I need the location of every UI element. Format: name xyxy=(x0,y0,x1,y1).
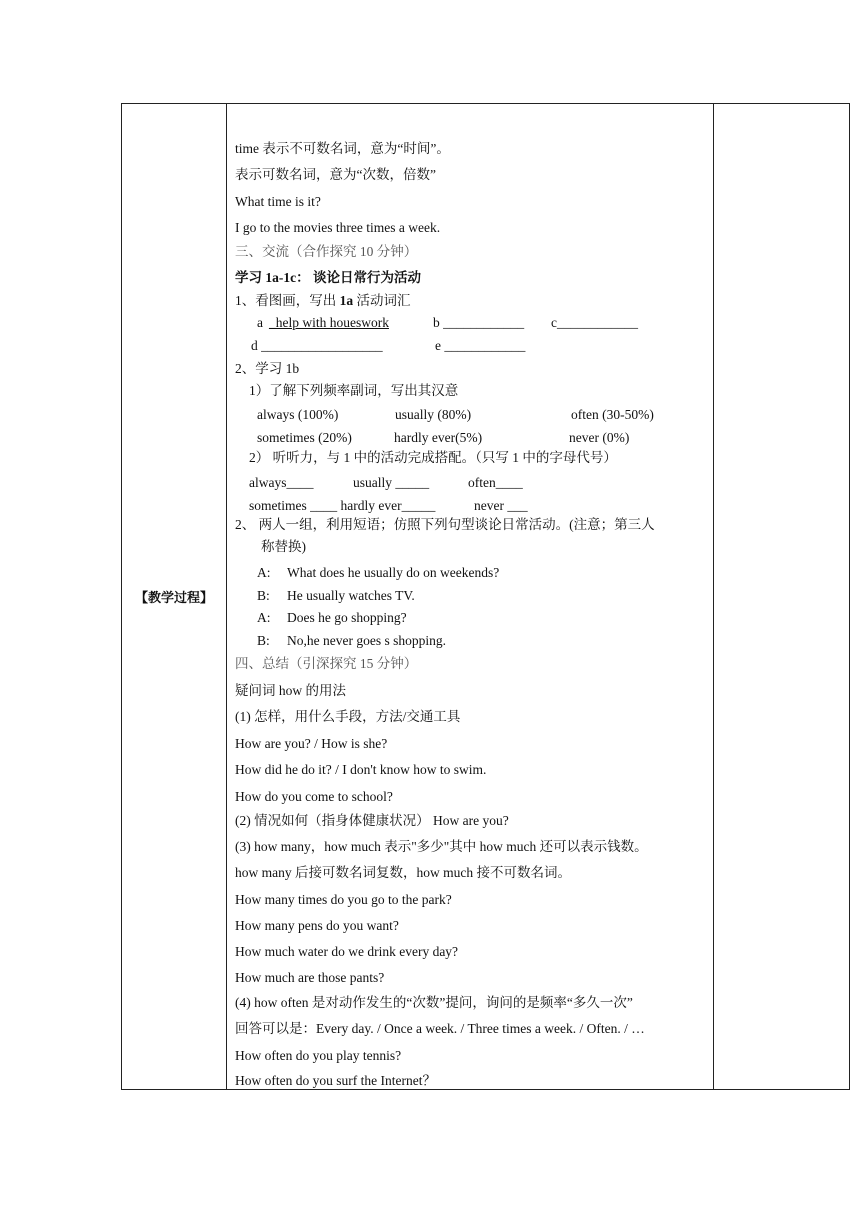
dialogue-line: Does he go shopping? xyxy=(287,610,407,625)
blank-item: always____ xyxy=(249,475,314,490)
text-line: (4) how often 是对动作发生的“次数”提问，询问的是频率“多久一次” xyxy=(235,995,633,1010)
speaker-label: A: xyxy=(257,610,271,625)
text-span: 1a xyxy=(339,293,354,308)
speaker-label: B: xyxy=(257,588,270,603)
text-line: How much are those pants? xyxy=(235,970,385,985)
text-line: 2、学习 1b xyxy=(235,361,300,376)
section-label-cell xyxy=(122,104,227,1090)
adverb-item: usually (80%) xyxy=(395,407,472,422)
content-cell xyxy=(227,104,714,1090)
content-body xyxy=(227,104,713,1091)
text-span: 活动词汇 xyxy=(353,293,411,308)
task-line xyxy=(235,292,411,310)
text-line: (2) 情况如何（指身体健康状况） How are you? xyxy=(235,813,509,828)
blank-e: e ____________ xyxy=(435,338,526,353)
text-line: 1）了解下列频率副词，写出其汉意 xyxy=(249,383,459,398)
notes-cell xyxy=(714,104,850,1090)
text-line: How much water do we drink every day? xyxy=(235,944,459,959)
blank-b: b ____________ xyxy=(433,315,525,330)
speaker-label: A: xyxy=(257,565,271,580)
section-label: 【教学过程】 xyxy=(134,591,213,606)
blank-item: often____ xyxy=(468,475,523,490)
text-line: 疑问词 how 的用法 xyxy=(235,683,346,698)
blank-item: sometimes ____ hardly ever_____ xyxy=(249,498,436,513)
lesson-row xyxy=(122,104,850,1090)
text-span: 1、看图画，写出 xyxy=(235,293,340,308)
blank-item: never ___ xyxy=(474,498,528,513)
text-line: I go to the movies three times a week. xyxy=(235,220,441,235)
dialogue-line: What does he usually do on weekends? xyxy=(287,565,500,580)
text-line: 回答可以是：Every day. / Once a week. / Three times a week. / Often. / … xyxy=(235,1021,645,1036)
text-line: 表示可数名词，意为“次数，倍数” xyxy=(235,167,436,182)
text-line: how many 后接可数名词复数，how much 接不可数名词。 xyxy=(235,865,571,880)
text-line: time 表示不可数名词，意为“时间”。 xyxy=(235,141,450,156)
text-line: What time is it? xyxy=(235,194,321,209)
lesson-table xyxy=(121,103,850,1090)
text-line: 称替换) xyxy=(261,539,306,554)
speaker-label: B: xyxy=(257,633,270,648)
adverb-item: sometimes (20%) xyxy=(257,430,352,445)
section-heading: 四、总结（引深探究 15 分钟） xyxy=(235,656,418,671)
adverb-item: always (100%) xyxy=(257,407,339,422)
text-line: How many times do you go to the park? xyxy=(235,892,452,907)
text-line: How are you? / How is she? xyxy=(235,736,388,751)
text-line: How did he do it? / I don't know how to swim. xyxy=(235,762,487,777)
subsection-heading: 学习 1a-1c： 谈论日常行为活动 xyxy=(235,270,421,285)
text-line: How often do you play tennis? xyxy=(235,1048,402,1063)
blank-c: c____________ xyxy=(551,315,638,330)
text-line: (3) how many，how much 表示"多少"其中 how much 还可以表示钱数。 xyxy=(235,839,648,854)
blank-item: usually _____ xyxy=(353,475,430,490)
text-line: 2、 两人一组，利用短语；仿照下列句型谈论日常活动。(注意；第三人 xyxy=(235,517,655,532)
text-line: 2） 听听力，与 1 中的活动完成搭配。（只写 1 中的字母代号） xyxy=(249,450,617,465)
adverb-item: often (30-50%) xyxy=(571,407,654,422)
blank-d: d __________________ xyxy=(251,338,383,353)
text-line: How many pens do you want? xyxy=(235,918,399,933)
text-line: How often do you surf the Internet？ xyxy=(235,1073,436,1088)
dialogue-line: He usually watches TV. xyxy=(287,588,415,603)
adverb-item: never (0%) xyxy=(569,430,630,445)
text-span: a xyxy=(257,315,263,330)
adverb-item: hardly ever(5%) xyxy=(394,430,483,445)
dialogue-line: No,he never goes s shopping. xyxy=(287,633,446,648)
answer-a: _help with houeswork xyxy=(269,315,389,330)
text-line: (1) 怎样，用什么手段，方法/交通工具 xyxy=(235,709,461,724)
text-line: How do you come to school? xyxy=(235,789,393,804)
section-heading: 三、交流（合作探究 10 分钟） xyxy=(235,244,418,259)
